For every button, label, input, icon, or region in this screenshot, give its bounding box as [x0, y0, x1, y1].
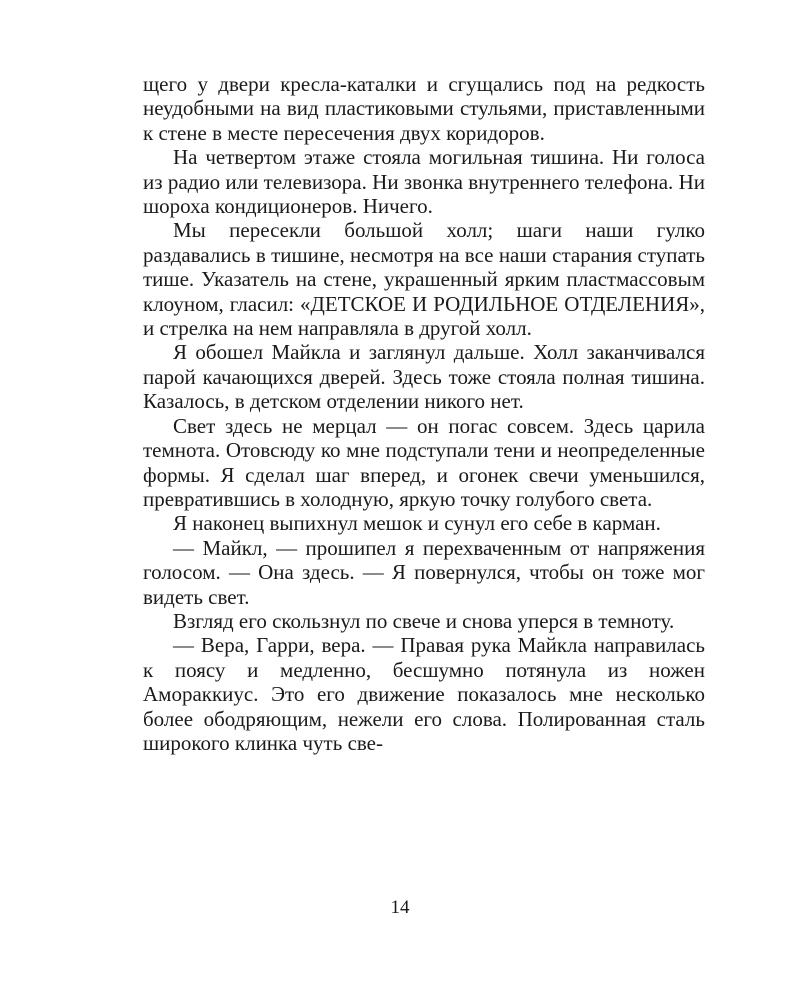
paragraph-9: — Вера, Гарри, вера. — Правая рука Майкла направилась к поясу и медленно, бесшумно потянула из ножен Амораккиус. Это его движение показалось мне несколько более ободряющим, нежели его слова. Полированная сталь широкого клинка чуть све-	[143, 633, 705, 755]
paragraph-6: Я наконец выпихнул мешок и сунул его себе в карман.	[173, 511, 661, 536]
paragraph-1: щего у двери кресла-каталки и сгущались под на редкость неудобными на вид пластиковыми стульями, приставленными к стене в месте пересечения двух коридоров.	[143, 72, 705, 145]
paragraph-2: На четвертом этаже стояла могильная тишина. Ни голоса из радио или телевизора. Ни звонка внутреннего телефона. Ни шороха кондиционеров. Ничего.	[143, 145, 705, 219]
page-number: 14	[390, 897, 410, 918]
page-text-block	[143, 72, 705, 755]
paragraph-3: Мы пересекли большой холл; шаги наши гулко раздавались в тишине, несмотря на все наши старания ступать тише. Указатель на стене, украшенный ярким пластмассовым клоуном, гласил: «ДЕТСКОЕ И РОДИЛЬНОЕ ОТДЕЛЕНИЯ», и стрелка на нем направляла в другой холл.	[143, 218, 705, 341]
paragraph-4: Я обошел Майкла и заглянул дальше. Холл заканчивался парой качающихся дверей. Здесь тоже стояла полная тишина. Казалось, в детском отделении никого нет.	[143, 340, 705, 414]
paragraph-8: Взгляд его скользнул по свече и снова уперся в темноту.	[173, 608, 675, 633]
paragraph-7: — Майкл, — прошипел я перехваченным от напряжения голосом. — Она здесь. — Я повернулся, чтобы он тоже мог видеть свет.	[143, 535, 705, 609]
paragraph-5: Свет здесь не мерцал — он погас совсем. Здесь царила темнота. Отовсюду ко мне подступали тени и неопределенные формы. Я сделал шаг вперед, и огонек свечи уменьшился, превратившись в холодную, яркую точку голубого света.	[143, 413, 705, 511]
